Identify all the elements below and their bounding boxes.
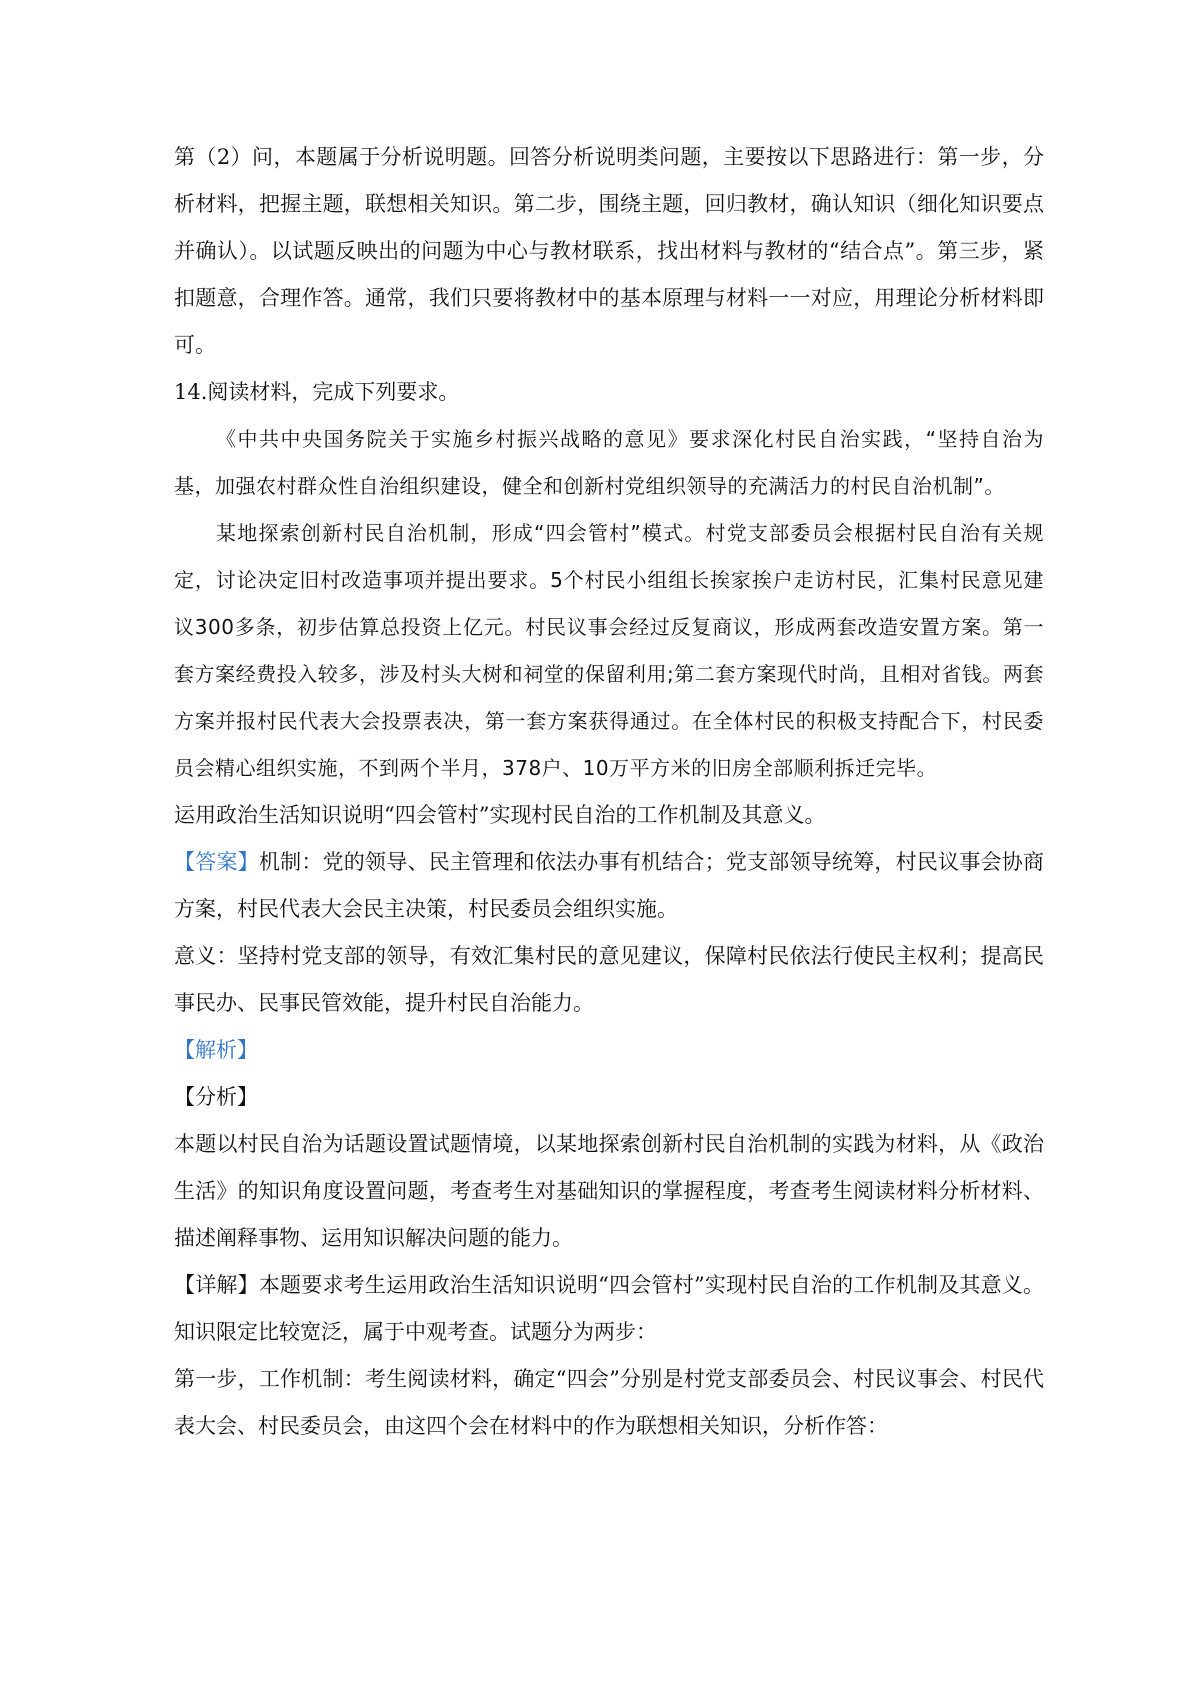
fenxi-tag: 【分析】 bbox=[174, 1085, 258, 1109]
answer-significance-paragraph: 意义：坚持村党支部的领导，有效汇集村民的意见建议，保障村民依法行使民主权利；提高民事民办、民事民管效能，提升村民自治能力。 bbox=[174, 944, 1044, 1015]
xiangjie-paragraph bbox=[174, 1262, 1044, 1356]
xiangjie-text: 本题要求考生运用政治生活知识说明“四会管村”实现村民自治的工作机制及其意义。知识限定比较宽泛，属于中观考查。试题分为两步： bbox=[174, 1273, 1045, 1344]
material-paragraph-2: 某地探索创新村民自治机制，形成“四会管村”模式。村党支部委员会根据村民自治有关规定，讨论决定旧村改造事项并提出要求。5个村民小组组长挨家挨户走访村民，汇集村民意见建议300多条，初步估算总投资上亿元。村民议事会经过反复商议，形成两套改造安置方案。第一套方案经费投入较多，涉及村头大树和祠堂的保留利用;第二套方案现代时尚，且相对省钱。两套方案并报村民代表大会投票表决，第一套方案获得通过。在全体村民的积极支持配合下，村民委员会精心组织实施，不到两个半月，378户、10万平方米的旧房全部顺利拆迁完毕。 bbox=[174, 521, 1044, 780]
answer-mechanism-text: 机制：党的领导、民主管理和依法办事有机结合；党支部领导统筹，村民议事会协商方案，村民代表大会民主决策，村民委员会组织实施。 bbox=[174, 850, 1045, 921]
step1-paragraph: 第一步，工作机制：考生阅读材料，确定“四会”分别是村党支部委员会、村民议事会、村民代表大会、村民委员会，由这四个会在材料中的作为联想相关知识，分析作答： bbox=[174, 1367, 1044, 1438]
document-page bbox=[174, 0, 1044, 1450]
jiexi-tag: 【解析】 bbox=[174, 1038, 258, 1062]
answer-mechanism-paragraph bbox=[174, 839, 1044, 933]
answer-tag: 【答案】 bbox=[174, 850, 259, 874]
fenxi-paragraph: 本题以村民自治为话题设置试题情境，以某地探索创新村民自治机制的实践为材料，从《政治生活》的知识角度设置问题，考查考生对基础知识的掌握程度，考查考生阅读材料分析材料、描述阐释事物、运用知识解决问题的能力。 bbox=[174, 1132, 1044, 1250]
question-14-stem: 14.阅读材料，完成下列要求。 bbox=[174, 380, 460, 404]
material-paragraph-1: 《中共中央国务院关于实施乡村振兴战略的意见》要求深化村民自治实践，“坚持自治为基，加强农村群众性自治组织建设，健全和创新村党组织领导的充满活力的村民自治机制”。 bbox=[174, 427, 1044, 498]
xiangjie-tag: 【详解】 bbox=[174, 1273, 259, 1297]
analysis-intro-paragraph: 第（2）问，本题属于分析说明题。回答分析说明类问题，主要按以下思路进行：第一步，分析材料，把握主题，联想相关知识。第二步，围绕主题，回归教材，确认知识（细化知识要点并确认）。以试题反映出的问题为中心与教材联系，找出材料与教材的“结合点”。第三步，紧扣题意，合理作答。通常，我们只要将教材中的基本原理与材料一一对应，用理论分析材料即可。 bbox=[174, 145, 1044, 357]
question-14-requirement: 运用政治生活知识说明“四会管村”实现村民自治的工作机制及其意义。 bbox=[174, 803, 826, 827]
